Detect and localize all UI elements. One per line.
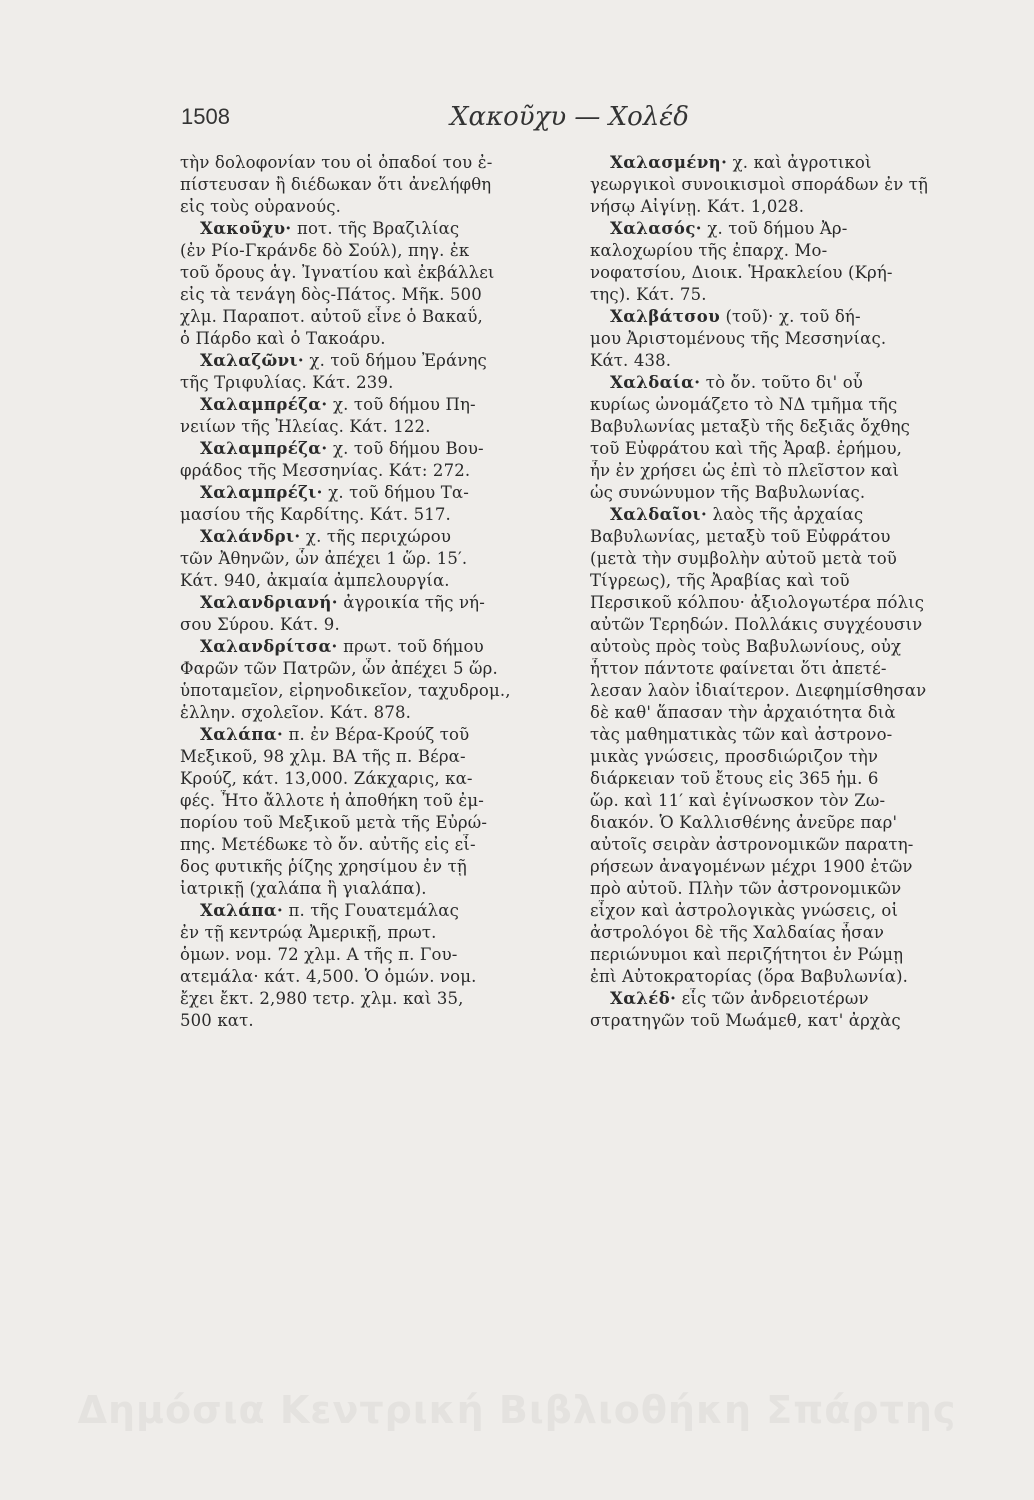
line-text: εἰς τὰ τενάγη δὸς-Πάτος. Μῆκ. 500 — [180, 285, 482, 304]
text-line — [590, 460, 1000, 482]
line-text: πης. Μετέδωκε τὸ ὄν. αὐτῆς εἰς εἶ- — [180, 835, 476, 854]
entry-headword: Χαλαμπρέζα· — [200, 439, 328, 458]
line-text: δος φυτικῆς ῥίζης χρησίμου ἐν τῇ — [180, 857, 467, 876]
text-line — [180, 284, 570, 306]
text-line — [590, 900, 1000, 922]
line-text: τοῦ ὄρους ἁγ. Ἰγνατίου καὶ ἐκβάλλει — [180, 263, 495, 282]
entry-headword: Χαλάπα· — [200, 901, 284, 920]
text-line — [590, 944, 1000, 966]
running-head: Χακοῦχυ — Χολέδ — [450, 102, 689, 132]
text-line — [180, 152, 570, 174]
line-text: Κρούζ, κάτ. 13,000. Ζάκχαρις, κα- — [180, 769, 473, 788]
line-text: ἐπὶ Αὐτοκρατορίας (ὅρα Βαβυλωνία). — [590, 967, 909, 986]
text-line — [180, 966, 570, 988]
text-line — [180, 504, 570, 526]
entry-headword: Χαλέδ· — [610, 989, 677, 1008]
text-line — [590, 658, 1000, 680]
line-text: ἰατρικῇ (χαλάπα ἢ γιαλάπα). — [180, 879, 427, 898]
line-text: αὐτῶν Τερηδών. Πολλάκις συγχέουσιν — [590, 615, 923, 634]
text-line — [180, 856, 570, 878]
line-text: πίστευσαν ἢ διέδωκαν ὅτι ἀνελήφθη — [180, 175, 492, 194]
text-line — [180, 548, 570, 570]
library-watermark: Δημόσια Κεντρική Βιβλιοθήκη Σπάρτης — [77, 1388, 957, 1432]
text-line — [590, 724, 1000, 746]
text-line — [180, 416, 570, 438]
line-text: π. ἐν Βέρα-Κρούζ τοῦ — [283, 725, 470, 744]
text-line — [180, 174, 570, 196]
entry-headword: Χαλαμπρέζι· — [200, 483, 323, 502]
line-text: χ. τοῦ δήμου Ἐράνης — [304, 351, 487, 370]
line-text: εἶχον καὶ ἀστρολογικὰς γνώσεις, οἱ — [590, 901, 899, 920]
line-text: ἦν ἐν χρήσει ὡς ἐπὶ τὸ πλεῖστον καὶ — [590, 461, 900, 480]
line-text: πρὸ αὐτοῦ. Πλὴν τῶν ἀστρονομικῶν — [590, 879, 902, 898]
text-line — [180, 812, 570, 834]
text-line — [180, 570, 570, 592]
text-line — [180, 944, 570, 966]
line-text: Κάτ. 438. — [590, 351, 672, 370]
text-line — [180, 350, 570, 372]
text-line — [180, 658, 570, 680]
page-number: 1508 — [181, 104, 230, 129]
line-text: τῶν Ἀθηνῶν, ὧν ἀπέχει 1 ὥρ. 15′. — [180, 549, 468, 568]
line-text: χ. τοῦ δήμου Πη- — [327, 395, 476, 414]
text-line — [590, 790, 1000, 812]
text-line — [590, 812, 1000, 834]
line-text: Κάτ. 940, ἀκμαία ἀμπελουργία. — [180, 571, 450, 590]
text-line — [590, 768, 1000, 790]
text-line — [590, 196, 1000, 218]
text-line — [590, 614, 1000, 636]
text-line — [180, 526, 570, 548]
entry-headword: Χαλαζῶνι· — [200, 351, 305, 370]
line-text: χ. καὶ ἀγροτικοὶ — [727, 153, 872, 172]
line-text: στρατηγῶν τοῦ Μωάμεθ, κατ' ἀρχὰς — [590, 1011, 901, 1030]
line-text: περιώνυμοι καὶ περιζήτητοι ἐν Ρώμῃ — [590, 945, 904, 964]
line-text: αὐτοὺς πρὸς τοὺς Βαβυλωνίους, οὐχ — [590, 637, 902, 656]
text-line — [180, 460, 570, 482]
line-text: ρήσεων ἀναγομένων μέχρι 1900 ἐτῶν — [590, 857, 913, 876]
line-text: πορίου τοῦ Μεξικοῦ μετὰ τῆς Εὐρώ- — [180, 813, 488, 832]
line-text: π. τῆς Γουατεμάλας — [283, 901, 459, 920]
text-line — [590, 240, 1000, 262]
line-text: Βαβυλωνίας, μεταξὺ τοῦ Εὐφράτου — [590, 527, 891, 546]
line-text: ἀγροικία τῆς νή- — [337, 593, 485, 612]
line-text: ἑλλην. σχολεῖον. Κάτ. 878. — [180, 703, 412, 722]
text-line — [590, 966, 1000, 988]
line-text: (ἐν Ρίο-Γκράνδε δὸ Σούλ), πηγ. ἐκ — [180, 241, 470, 260]
line-text: ὡς συνώνυμον τῆς Βαβυλωνίας. — [590, 483, 866, 502]
line-text: γεωργικοὶ συνοικισμοὶ σποράδων ἐν τῇ — [590, 175, 929, 194]
text-line — [590, 306, 1000, 328]
entry-headword: Χαλάνδρι· — [200, 527, 301, 546]
line-text: πρωτ. τοῦ δήμου — [337, 637, 484, 656]
entry-headword: Χαλανδριανή· — [200, 593, 338, 612]
line-text: (τοῦ)· χ. τοῦ δή- — [720, 307, 861, 326]
text-line — [180, 196, 570, 218]
text-line — [180, 878, 570, 900]
line-text: νήσῳ Αἰγίνῃ. Κάτ. 1,028. — [590, 197, 805, 216]
entry-headword: Χαλασός· — [610, 219, 702, 238]
line-text: ποτ. τῆς Βραζιλίας — [291, 219, 460, 238]
text-line — [180, 922, 570, 944]
line-text: νοφατσίου, Διοικ. Ἡρακλείου (Κρή- — [590, 263, 893, 282]
text-line — [180, 768, 570, 790]
entry-headword: Χαλαμπρέζα· — [200, 395, 328, 414]
text-line — [590, 350, 1000, 372]
text-line — [180, 328, 570, 350]
entry-headword: Χαλασμένη· — [610, 153, 728, 172]
line-text: χλμ. Παραποτ. αὐτοῦ εἶνε ὁ Βακαΰ, — [180, 307, 483, 326]
text-line — [180, 746, 570, 768]
line-text: διακόν. Ὁ Καλλισθένης ἀνεῦρε παρ' — [590, 813, 898, 832]
text-line — [590, 394, 1000, 416]
text-line — [180, 438, 570, 460]
text-line — [180, 680, 570, 702]
text-line — [180, 218, 570, 240]
text-line — [590, 592, 1000, 614]
line-text: ἀστρολόγοι δὲ τῆς Χαλδαίας ἦσαν — [590, 923, 885, 942]
line-text: σου Σύρου. Κάτ. 9. — [180, 615, 340, 634]
text-line — [180, 724, 570, 746]
line-text: λεσαν λαὸν ἰδιαίτερον. Διεφημίσθησαν — [590, 681, 927, 700]
line-text: διάρκειαν τοῦ ἔτους εἰς 365 ἡμ. 6 — [590, 769, 879, 788]
line-text: τὴν δολοφονίαν του οἱ ὀπαδοί του ἐ- — [180, 153, 493, 172]
text-line — [180, 592, 570, 614]
text-line — [180, 482, 570, 504]
entry-headword: Χαλανδρίτσα· — [200, 637, 338, 656]
line-text: Περσικοῦ κόλπου· ἀξιολογωτέρα πόλις — [590, 593, 925, 612]
line-text: ὁμων. νομ. 72 χλμ. Α τῆς π. Γου- — [180, 945, 458, 964]
text-line — [180, 702, 570, 724]
text-line — [180, 790, 570, 812]
line-text: ἧττον πάντοτε φαίνεται ὅτι ἀπετέ- — [590, 659, 887, 678]
text-line — [590, 834, 1000, 856]
entry-headword: Χαλδαία· — [610, 373, 701, 392]
text-line — [180, 372, 570, 394]
line-text: 500 κατ. — [180, 1011, 254, 1030]
line-text: ὑποταμεῖον, εἰρηνοδικεῖον, ταχυδρομ., — [180, 681, 511, 700]
line-text: της). Κάτ. 75. — [590, 285, 707, 304]
line-text: καλοχωρίου τῆς ἐπαρχ. Μο- — [590, 241, 828, 260]
text-line — [590, 548, 1000, 570]
line-text: (μετὰ τὴν συμβολὴν αὐτοῦ μετὰ τοῦ — [590, 549, 897, 568]
line-text: μικὰς γνώσεις, προσδιώριζον τὴν — [590, 747, 879, 766]
line-text: φές. Ἦτο ἄλλοτε ἡ ἀποθήκη τοῦ ἐμ- — [180, 791, 484, 810]
line-text: χ. τοῦ δήμου Βου- — [327, 439, 484, 458]
line-text: νειίων τῆς Ἠλείας. Κάτ. 122. — [180, 417, 431, 436]
text-line — [180, 262, 570, 284]
line-text: ατεμάλα· κάτ. 4,500. Ὁ ὁμών. νομ. — [180, 967, 477, 986]
text-line — [590, 152, 1000, 174]
text-line — [590, 1010, 1000, 1032]
line-text: χ. τοῦ δήμου Ἀρ- — [701, 219, 848, 238]
text-line — [180, 900, 570, 922]
text-line — [590, 702, 1000, 724]
line-text: ὥρ. καὶ 11′ καὶ ἐγίνωσκον τὸν Ζω- — [590, 791, 886, 810]
line-text: Τίγρεως), τῆς Ἀραβίας καὶ τοῦ — [590, 571, 850, 590]
entry-headword: Χαλδαῖοι· — [610, 505, 708, 524]
text-line — [180, 394, 570, 416]
text-line — [590, 218, 1000, 240]
right-column — [590, 152, 1000, 1032]
text-line — [590, 988, 1000, 1010]
text-line — [590, 680, 1000, 702]
text-line — [590, 878, 1000, 900]
line-text: Φαρῶν τῶν Πατρῶν, ὧν ἀπέχει 5 ὥρ. — [180, 659, 498, 678]
text-line — [590, 570, 1000, 592]
text-line — [590, 174, 1000, 196]
line-text: λαὸς τῆς ἀρχαίας — [707, 505, 864, 524]
text-line — [590, 636, 1000, 658]
line-text: χ. τῆς περιχώρου — [300, 527, 451, 546]
page-header — [0, 100, 1034, 140]
line-text: Μεξικοῦ, 98 χλμ. ΒΑ τῆς π. Βέρα- — [180, 747, 466, 766]
line-text: τοῦ Εὐφράτου καὶ τῆς Ἀραβ. ἐρήμου, — [590, 439, 903, 458]
text-line — [180, 306, 570, 328]
text-line — [180, 240, 570, 262]
line-text: τὰς μαθηματικὰς τῶν καὶ ἀστρονο- — [590, 725, 893, 744]
line-text: Βαβυλωνίας μεταξὺ τῆς δεξιᾶς ὄχθης — [590, 417, 911, 436]
line-text: ὁ Πάρδο καὶ ὁ Τακοάρυ. — [180, 329, 386, 348]
text-line — [180, 988, 570, 1010]
text-line — [590, 526, 1000, 548]
line-text: εἷς τῶν ἀνδρειοτέρων — [676, 989, 869, 1008]
entry-headword: Χαλάπα· — [200, 725, 284, 744]
text-line — [180, 636, 570, 658]
text-line — [590, 856, 1000, 878]
line-text: μου Ἀριστομένους τῆς Μεσσηνίας. — [590, 329, 887, 348]
text-line — [590, 746, 1000, 768]
text-line — [590, 504, 1000, 526]
text-line — [590, 438, 1000, 460]
text-line — [590, 262, 1000, 284]
text-line — [590, 284, 1000, 306]
text-line — [590, 922, 1000, 944]
line-text: κυρίως ὠνομάζετο τὸ ΝΔ τμῆμα τῆς — [590, 395, 898, 414]
text-line — [590, 328, 1000, 350]
line-text: εἰς τοὺς οὐρανούς. — [180, 197, 342, 216]
line-text: δὲ καθ' ἅπασαν τὴν ἀρχαιότητα διὰ — [590, 703, 896, 722]
line-text: μασίου τῆς Καρδίτης. Κάτ. 517. — [180, 505, 451, 524]
text-line — [180, 614, 570, 636]
line-text: χ. τοῦ δήμου Τα- — [322, 483, 469, 502]
text-line — [590, 416, 1000, 438]
text-line — [590, 372, 1000, 394]
left-column — [180, 152, 570, 1032]
text-line — [180, 1010, 570, 1032]
entry-headword: Χακοῦχυ· — [200, 219, 292, 238]
line-text: αὐτοῖς σειρὰν ἀστρονομικῶν παρατη- — [590, 835, 914, 854]
text-line — [180, 834, 570, 856]
entry-headword: Χαλβάτσου — [610, 307, 721, 326]
text-line — [590, 482, 1000, 504]
line-text: τὸ ὄν. τοῦτο δι' οὗ — [700, 373, 863, 392]
line-text: φράδος τῆς Μεσσηνίας. Κάτ: 272. — [180, 461, 471, 480]
line-text: ἐν τῇ κεντρώᾳ Ἀμερικῇ, πρωτ. — [180, 923, 437, 942]
line-text: τῆς Τριφυλίας. Κάτ. 239. — [180, 373, 394, 392]
line-text: ἔχει ἔκτ. 2,980 τετρ. χλμ. καὶ 35, — [180, 989, 464, 1008]
